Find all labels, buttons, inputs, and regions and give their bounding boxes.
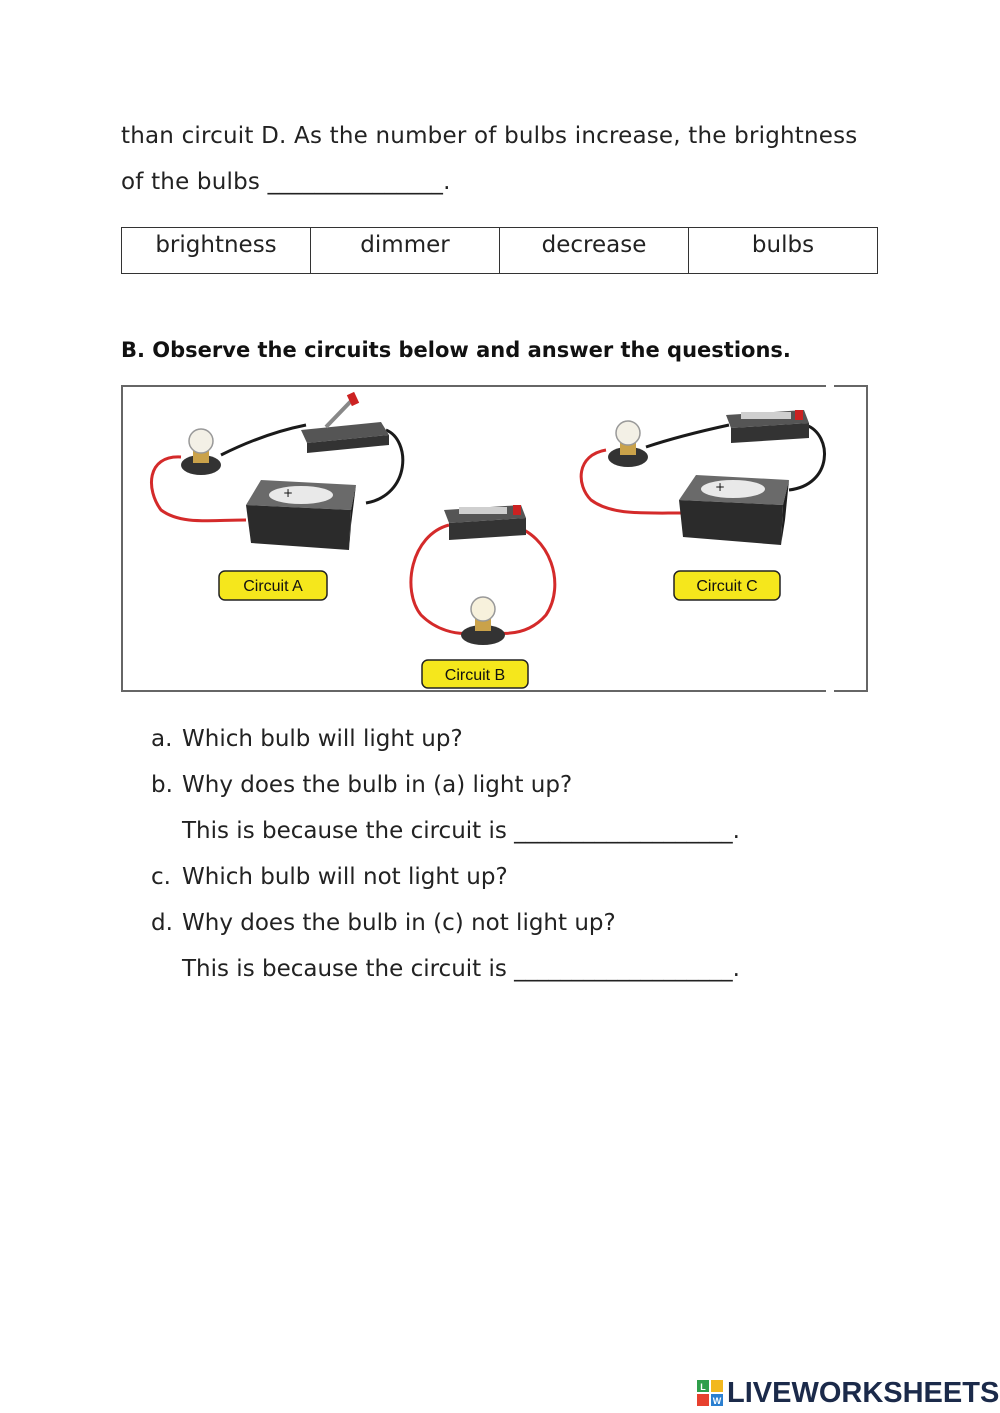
answer-d-line[interactable]: This is because the circuit is ___________________.: [182, 956, 740, 982]
circuit-c-diagram: [581, 410, 824, 545]
question-label: a.: [151, 726, 173, 752]
circuit-a-label-box: [219, 571, 327, 600]
switch-icon: [301, 392, 389, 453]
question-b: [151, 772, 572, 798]
question-a: [151, 726, 463, 752]
word-bank-item[interactable]: bulbs: [689, 228, 878, 274]
circuit-a-label: Circuit A: [243, 578, 303, 595]
question-d: [151, 910, 616, 936]
bulb-icon: [461, 597, 505, 645]
question-text: Which bulb will not light up?: [182, 864, 508, 890]
intro-line-2: of the bulbs _______________.: [121, 169, 451, 195]
switch-icon: [444, 505, 526, 540]
liveworksheets-logo-icon: [697, 1380, 723, 1406]
svg-text:+: +: [283, 486, 294, 500]
svg-text:W: W: [712, 1396, 722, 1406]
question-text: Why does the bulb in (a) light up?: [182, 772, 573, 798]
question-c: [151, 864, 508, 890]
circuit-a-diagram: [151, 392, 402, 550]
battery-icon: [246, 480, 356, 550]
bulb-icon: [608, 421, 648, 467]
section-b-heading: B. Observe the circuits below and answer the questions.: [121, 338, 791, 362]
svg-text:L: L: [700, 1382, 706, 1392]
svg-text:+: +: [715, 480, 726, 494]
circuits-figure: [121, 385, 868, 692]
liveworksheets-wordmark: LIVEWORKSHEETS: [727, 1376, 1000, 1409]
bulb-icon: [181, 429, 221, 475]
answer-b-line[interactable]: This is because the circuit is ___________________.: [182, 818, 740, 844]
circuit-b-label-box: [422, 660, 528, 688]
word-bank-item[interactable]: dimmer: [311, 228, 500, 274]
word-bank: [121, 227, 878, 274]
word-bank-item[interactable]: decrease: [500, 228, 689, 274]
switch-icon: [726, 410, 809, 443]
liveworksheets-brand: [697, 1376, 999, 1410]
circuit-c-label: Circuit C: [696, 578, 758, 595]
question-text: Which bulb will light up?: [182, 726, 463, 752]
question-label: d.: [151, 910, 173, 936]
word-bank-item[interactable]: brightness: [122, 228, 311, 274]
circuit-b-diagram: [411, 505, 555, 645]
battery-icon: [679, 475, 789, 545]
question-text: Why does the bulb in (c) not light up?: [182, 910, 616, 936]
circuit-c-label-box: [674, 571, 780, 600]
intro-line-1: than circuit D. As the number of bulbs increase, the brightness: [121, 123, 858, 149]
circuit-b-label: Circuit B: [444, 667, 506, 684]
question-label: b.: [151, 772, 173, 798]
question-label: c.: [151, 864, 171, 890]
